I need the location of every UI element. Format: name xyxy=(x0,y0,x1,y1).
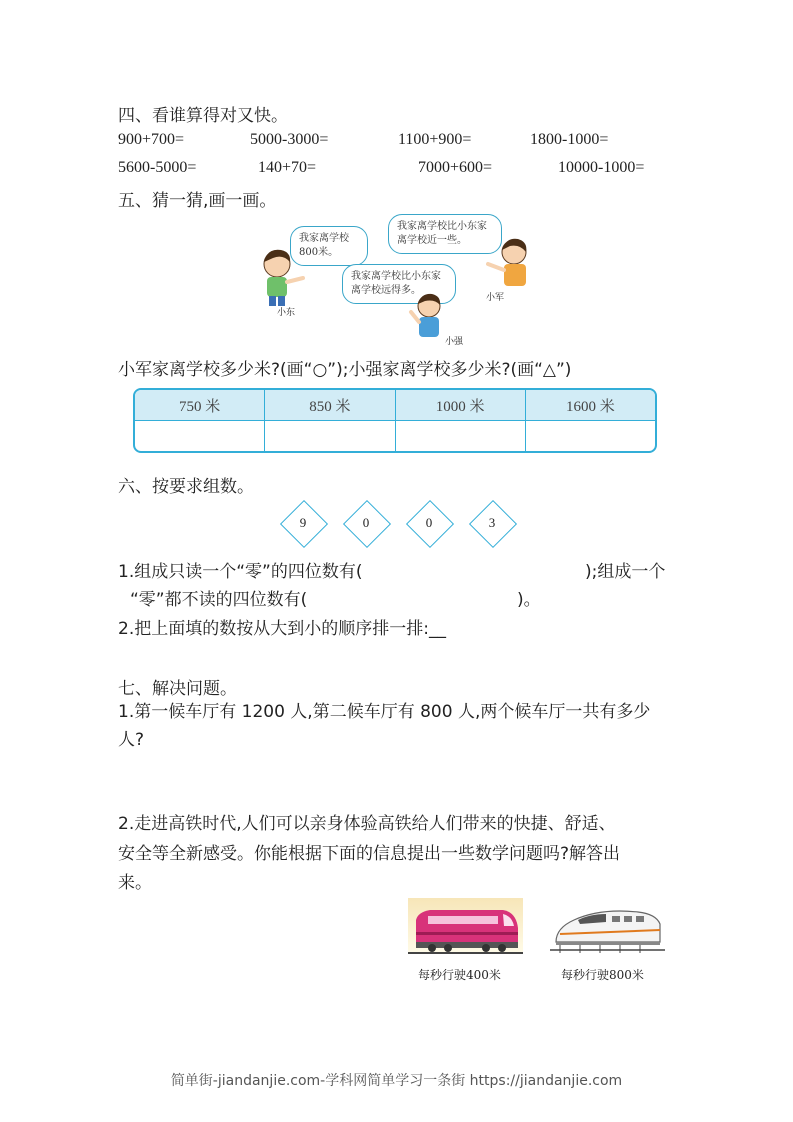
sec7-p2-line2: 安全等全新感受。你能根据下面的信息提出一些数学问题吗?解答出 xyxy=(118,844,621,864)
equation: 10000-1000= xyxy=(558,159,645,176)
sec6-q2: 2.把上面填的数按从大到小的顺序排一排:__ xyxy=(118,619,446,639)
answer-cell[interactable] xyxy=(135,421,265,451)
equation: 5000-3000= xyxy=(250,131,329,148)
boy-xiaodong-illustration xyxy=(255,240,315,310)
equation: 1100+900= xyxy=(398,131,472,148)
speech-bubble-xiaoqiang: 我家离学校比小东家离学校远得多。 xyxy=(342,264,456,304)
train2-caption: 每秒行驶800米 xyxy=(561,968,644,982)
digit-label: 0 xyxy=(425,515,433,530)
page-footer: 简单街-jiandanjie.com-学科网简单学习一条街 https://jiandanjie.com xyxy=(170,1073,623,1089)
answer-cell[interactable] xyxy=(265,421,395,451)
digit-label: 0 xyxy=(362,515,370,530)
table-header-cell: 1600 米 xyxy=(565,398,615,415)
sec7-p2-line3: 来。 xyxy=(118,873,152,893)
digit-label: 3 xyxy=(488,515,496,530)
sec7-p1-line2: 人? xyxy=(118,730,145,750)
name-xiaodong: 小东 xyxy=(277,308,296,318)
sec7-p2-line1: 2.走进高铁时代,人们可以亲身体验高铁给人们带来的快捷、舒适、 xyxy=(118,814,616,834)
speech-bubble-xiaodong: 我家离学校800米。 xyxy=(290,226,368,266)
answer-cell[interactable] xyxy=(526,421,655,451)
equation: 5600-5000= xyxy=(118,159,197,176)
section-4-title: 四、看谁算得对又快。 xyxy=(118,106,288,126)
equation: 140+70= xyxy=(258,159,317,176)
name-xiaojun: 小军 xyxy=(486,293,505,303)
table-header-row xyxy=(135,390,655,421)
table-header-cell: 1000 米 xyxy=(396,390,526,420)
equation: 1800-1000= xyxy=(530,131,609,148)
distance-table xyxy=(133,388,657,453)
sec6-q1-part1: 1.组成只读一个“零”的四位数有( xyxy=(118,562,363,582)
table-answer-row xyxy=(135,421,655,451)
table-header-cell: 750 米 xyxy=(135,390,265,420)
name-xiaoqiang: 小强 xyxy=(445,337,464,347)
digit-label: 9 xyxy=(299,515,307,530)
sec7-p1-line1: 1.第一候车厅有 1200 人,第二候车厅有 800 人,两个候车厅一共有多少 xyxy=(118,702,651,722)
sec6-q1-part2: );组成一个 xyxy=(585,562,666,582)
section-5-title: 五、猜一猜,画一画。 xyxy=(118,191,277,211)
train1-caption: 每秒行驶400米 xyxy=(418,968,501,982)
speech-bubble-xiaojun: 我家离学校比小东家离学校近一些。 xyxy=(388,214,502,254)
section-7-title: 七、解决问题。 xyxy=(118,679,237,699)
pink-train-illustration xyxy=(408,898,523,958)
boy-xiaoqiang-illustration xyxy=(405,290,455,340)
answer-cell[interactable] xyxy=(396,421,526,451)
sec5-question: 小军家离学校多少米?(画“○”);小强家离学校多少米?(画“△”) xyxy=(118,360,572,380)
section-6-title: 六、按要求组数。 xyxy=(118,477,254,497)
equation: 7000+600= xyxy=(418,159,493,176)
boy-xiaojun-illustration xyxy=(480,232,540,292)
table-header-cell: 850 米 xyxy=(265,390,395,420)
sec6-q1-part3: “零”都不读的四位数有( xyxy=(130,590,308,610)
bullet-train-illustration xyxy=(550,898,665,958)
sec6-q1-part4: )。 xyxy=(517,590,541,610)
equation: 900+700= xyxy=(118,131,185,148)
